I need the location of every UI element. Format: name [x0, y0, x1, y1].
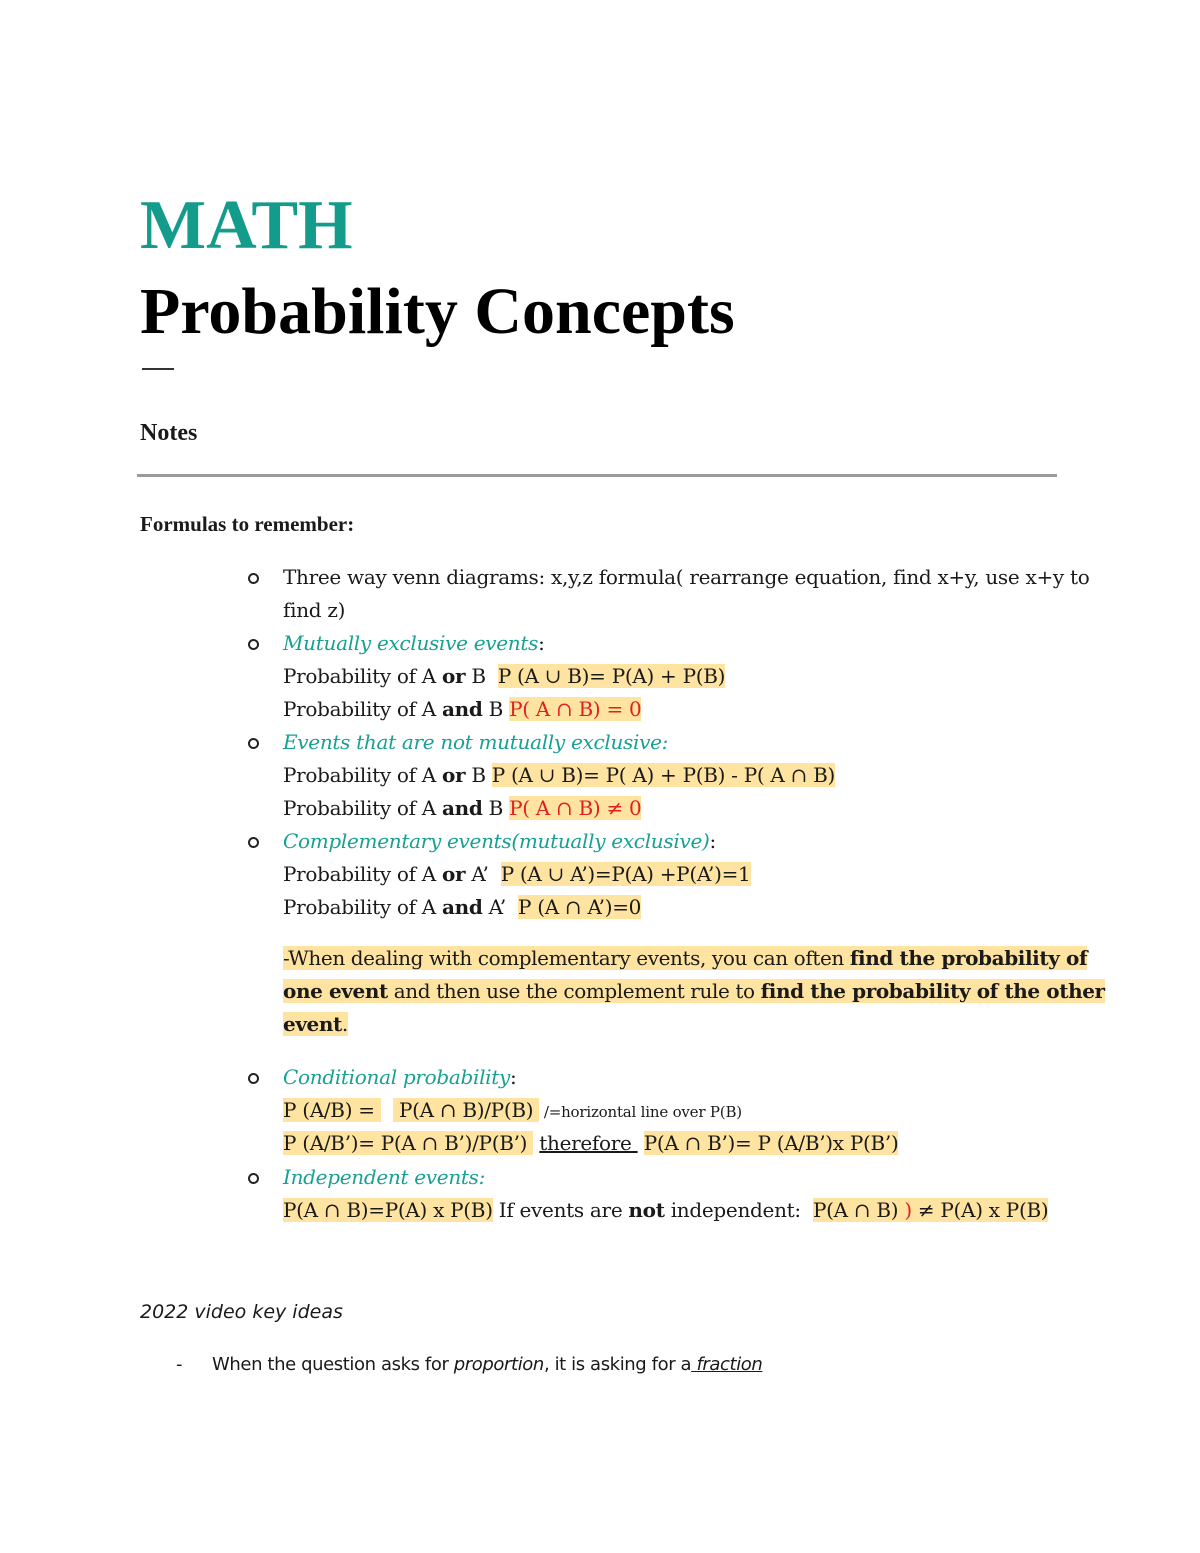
or-formula: P (A ∪ A’)=P(A) +P(A’)=1	[500, 862, 751, 886]
mutually-exclusive-heading-line	[283, 627, 1063, 660]
circle-bullet-icon	[248, 837, 259, 848]
venn-line-2: find z)	[283, 598, 346, 622]
complementary-heading-line	[283, 825, 1063, 858]
formulas-heading: Formulas to remember:	[140, 512, 355, 536]
complementary-or-line	[283, 858, 1063, 891]
and-word: and	[441, 697, 483, 721]
note-bold: find the probability of	[849, 946, 1088, 970]
text: If events are	[492, 1198, 629, 1222]
formula-part: P (A/B’)= P(A ∩ B’)/P(B’)	[283, 1131, 534, 1155]
or-word: or	[441, 664, 466, 688]
circle-bullet-icon	[248, 573, 259, 584]
heading-colon: :	[538, 631, 545, 655]
video-heading: 2022 video key ideas	[140, 1301, 343, 1323]
or-word: or	[441, 862, 466, 886]
formula-note: /=horizontal line over P(B)	[539, 1103, 742, 1121]
video-text: , it is asking for a	[543, 1354, 692, 1375]
or-suffix: A’	[465, 862, 501, 886]
or-formula: P (A ∪ B)= P(A) + P(B)	[497, 664, 726, 688]
note-text: and then use the complement rule to	[387, 979, 761, 1003]
complement-note-line-2	[283, 975, 1105, 1008]
text: independent:	[664, 1198, 813, 1222]
complement-note-line-1	[283, 942, 1088, 975]
and-word: and	[441, 895, 483, 919]
complement-note-line-3	[283, 1008, 1053, 1041]
not-word: not	[628, 1198, 665, 1222]
conditional-heading-line	[283, 1061, 1063, 1094]
or-prefix: Probability of A	[283, 763, 442, 787]
conditional-formula-2	[283, 1127, 1063, 1160]
formula-gap	[381, 1098, 393, 1122]
independent-heading-line	[283, 1161, 1063, 1194]
independent-formula-line	[283, 1194, 1063, 1227]
and-prefix: Probability of A	[283, 796, 442, 820]
or-formula: P (A ∪ B)= P( A) + P(B) - P( A ∩ B)	[491, 763, 836, 787]
note-bold: event	[283, 1012, 342, 1036]
and-prefix: Probability of A	[283, 895, 442, 919]
title-dash-divider	[142, 368, 174, 370]
mutually-exclusive-and-line	[283, 693, 1063, 726]
venn-line-1: Three way venn diagrams: x,y,z formula( rearrange equation, find x+y, use x+y to	[283, 565, 1090, 589]
and-suffix: B	[482, 697, 510, 721]
therefore-word: therefore	[539, 1131, 638, 1155]
video-item-dash: -	[176, 1354, 183, 1375]
and-formula: P (A ∩ A’)=0	[518, 895, 642, 919]
and-prefix: Probability of A	[283, 697, 442, 721]
page-title: Probability Concepts	[140, 275, 735, 348]
heading-colon: :	[510, 1065, 517, 1089]
complementary-heading: Complementary events(mutually exclusive)	[283, 829, 710, 853]
note-bold: find the probability of the other	[760, 979, 1105, 1003]
complementary-and-line	[283, 891, 1063, 924]
or-prefix: Probability of A	[283, 862, 442, 886]
not-mutually-exclusive-and-line	[283, 792, 1063, 825]
negated-formula	[813, 1198, 1048, 1222]
fraction-word: fraction	[691, 1354, 763, 1375]
note-bold: one event	[283, 979, 388, 1003]
not-mutually-exclusive-or-line	[283, 759, 1063, 792]
conditional-heading: Conditional probability	[283, 1065, 511, 1089]
and-formula: P( A ∩ B) = 0	[509, 697, 642, 721]
notes-heading: Notes	[140, 420, 198, 446]
note-text: .	[341, 1012, 348, 1036]
spacer	[638, 1131, 644, 1155]
circle-bullet-icon	[248, 1173, 259, 1184]
formula-part: P(A ∩ B)/P(B)	[392, 1098, 540, 1122]
mutually-exclusive-heading: Mutually exclusive events	[283, 631, 539, 655]
formula-red-paren: )	[904, 1198, 912, 1222]
circle-bullet-icon	[248, 738, 259, 749]
list-item-not-mutually-exclusive	[283, 726, 1063, 825]
independent-heading: Independent events:	[283, 1165, 486, 1189]
video-italic: proportion	[453, 1354, 544, 1375]
or-suffix: B	[465, 763, 492, 787]
list-item-mutually-exclusive	[283, 627, 1063, 726]
mutually-exclusive-or-line	[283, 660, 1063, 693]
video-text: When the question asks for	[212, 1354, 454, 1375]
subject-title: MATH	[140, 187, 353, 264]
circle-bullet-icon	[248, 639, 259, 650]
conditional-formula-1	[283, 1094, 1063, 1127]
circle-bullet-icon	[248, 1073, 259, 1084]
formula-part: P (A/B) =	[283, 1098, 381, 1122]
formula-part: P(A ∩ B’)= P (A/B’)x P(B’)	[643, 1131, 899, 1155]
list-item-venn	[283, 561, 1090, 627]
horizontal-rule	[137, 474, 1057, 477]
list-item-complementary	[283, 825, 1063, 924]
formula-part: P(A ∩ B)	[812, 1198, 905, 1222]
not-mutually-exclusive-heading: Events that are not mutually exclusive:	[283, 730, 669, 754]
formula-part: ≠ P(A) x P(B)	[911, 1198, 1049, 1222]
and-formula: P( A ∩ B) ≠ 0	[509, 796, 642, 820]
list-item-conditional	[283, 1061, 1063, 1160]
complement-note	[283, 942, 1105, 1041]
note-text: -When dealing with complementary events, you can often	[283, 946, 850, 970]
and-word: and	[441, 796, 483, 820]
or-suffix: B	[465, 664, 498, 688]
video-list-item	[212, 1352, 762, 1378]
and-suffix: A’	[482, 895, 519, 919]
or-word: or	[441, 763, 466, 787]
independent-formula: P(A ∩ B)=P(A) x P(B)	[283, 1198, 493, 1222]
not-mutually-exclusive-heading-line	[283, 726, 1063, 759]
heading-colon: :	[709, 829, 716, 853]
or-prefix: Probability of A	[283, 664, 442, 688]
list-item-independent	[283, 1161, 1063, 1227]
and-suffix: B	[482, 796, 510, 820]
